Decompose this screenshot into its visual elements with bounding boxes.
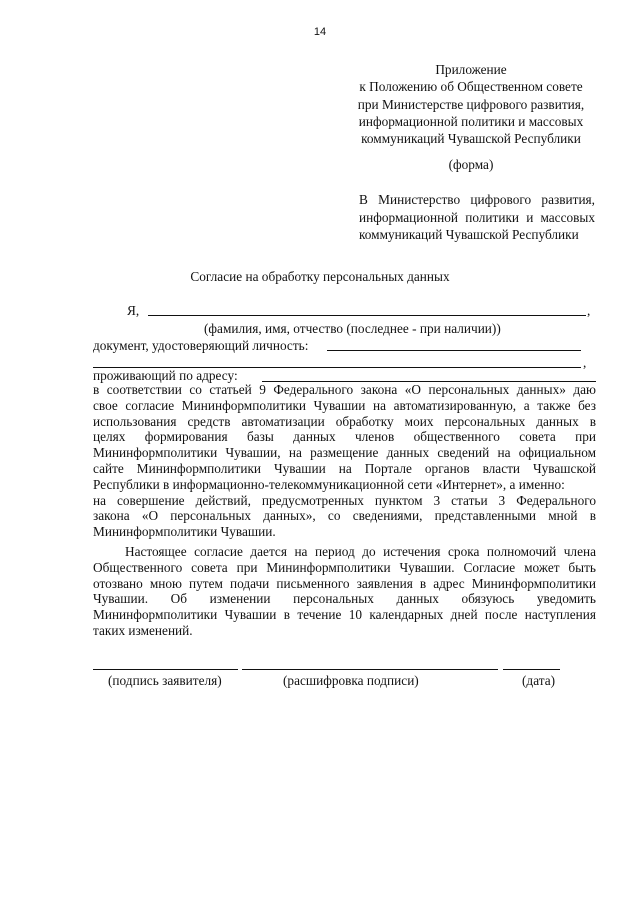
consent-line: свое согласие Мининформполитики Чувашии на автоматизированную, а также без (93, 397, 596, 413)
period-line: Настоящее согласие дается на период до истечения срока полномочий члена (125, 544, 596, 559)
consent-line: целях формирования базы данных членов общественного совета при (93, 429, 596, 445)
appendix-line: информационной политики и массовых (358, 113, 584, 129)
signature-line[interactable] (93, 669, 238, 670)
name-caption: (фамилия, имя, отчество (последнее - при наличии)) (204, 321, 501, 336)
appendix-line: коммуникаций Чувашской Республики (361, 131, 581, 147)
consent-line: сайте Мининформполитики Чувашии на Портале органов власти Чувашской (93, 460, 596, 476)
consent-line: использования средств автоматизации обработку моих персональных данных в (93, 413, 596, 429)
document-label: документ, удостоверяющий личность: (93, 338, 309, 353)
consent-paragraph (93, 382, 596, 540)
appendix-heading (336, 61, 606, 147)
period-line: Чувашии. Об изменении персональных данных обязуюсь уведомить (93, 591, 596, 607)
document-field-line[interactable] (327, 350, 581, 351)
signature-decoding-line[interactable] (242, 669, 498, 670)
name-comma: , (587, 303, 591, 318)
consent-line: закона «О персональных данных», со сведениями, представленными мной в (93, 508, 596, 524)
i-label: Я, (127, 303, 140, 318)
appendix-line: при Министерстве цифрового развития, (357, 96, 585, 112)
signature-caption: (подпись заявителя) (108, 673, 222, 688)
period-line: Общественного совета при Мининформполитики Чувашии. Согласие может быть (93, 559, 596, 575)
addressee: В Министерство цифрового развития, информационной политики и массовых коммуникаций Чувашской Республики (359, 192, 595, 242)
page-number: 14 (313, 26, 327, 38)
consent-line: Мининформполитики Чувашии, на размещение данных сведений на официальном (93, 445, 596, 461)
period-line: таких изменений. (93, 622, 193, 638)
decoding-caption: (расшифровка подписи) (283, 673, 419, 688)
consent-line: Мининформполитики Чувашии. (93, 524, 276, 540)
appendix-line: Приложение (435, 62, 507, 77)
document-title: Согласие на обработку персональных данных (190, 269, 450, 284)
consent-line: на совершение действий, предусмотренных пунктом 3 статьи 3 Федерального (93, 492, 596, 508)
document-comma: , (583, 355, 587, 370)
period-line: Мининформполитики Чувашии в течение 10 календарных дней после наступления (93, 607, 596, 623)
form-label (336, 156, 606, 173)
name-field-line[interactable] (148, 315, 586, 316)
consent-line: Республики в информационно-телекоммуникационной сети «Интернет», а именно: (93, 476, 565, 492)
period-line: отозвано мною путем подачи письменного заявления в адрес Мининформполитики (93, 575, 596, 591)
period-paragraph (93, 544, 596, 639)
date-caption: (дата) (522, 673, 556, 688)
appendix-line: к Положению об Общественном совете (359, 79, 583, 95)
address-label: проживающий по адресу: (93, 368, 238, 383)
date-line[interactable] (503, 669, 560, 670)
consent-line: в соответствии со статьей 9 Федерального закона «О персональных данных» даю (93, 382, 596, 397)
form-label-text: (форма) (448, 157, 494, 172)
